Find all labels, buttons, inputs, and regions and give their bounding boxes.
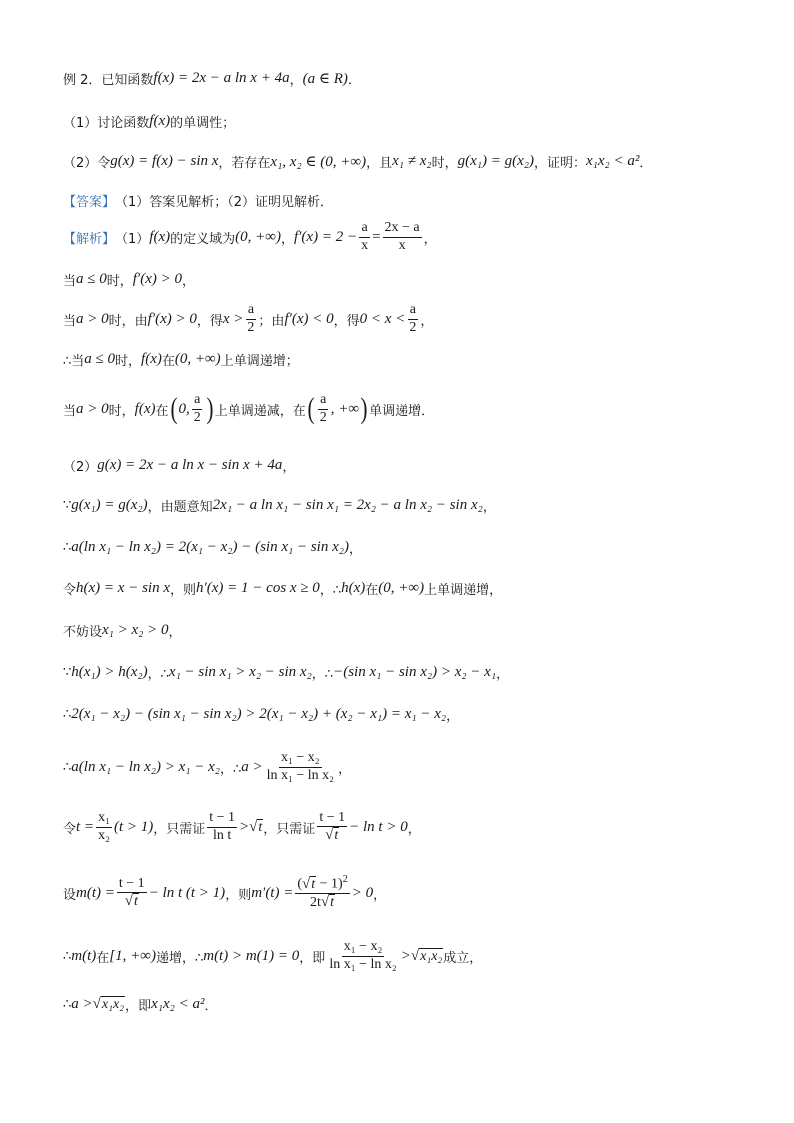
question-part-2: （2）令 g(x) = f(x) − sin x ，若存在 x₁, x₂ ∈ (0, +∞) ，且 x₁ ≠ x₂ 时， g(x₁) = g(x₂) ，证明： x₁x₂ < a² ． bbox=[63, 152, 653, 171]
fraction: ( √ t − 1)$^2$ 2t √ t bbox=[297, 874, 348, 911]
fraction: $\frac{a}{2}$ bbox=[319, 392, 327, 425]
answer-line: 【答案】 （1）答案见解析；（2）证明见解析． bbox=[63, 188, 764, 212]
fraction: t − 1 √ t bbox=[319, 809, 346, 843]
fraction: $\frac{\text{x₁}}{\text{x₂}}$ bbox=[98, 810, 110, 843]
function-definition: f(x) = 2x − a ln x + 4a bbox=[153, 69, 290, 86]
solution-line: 当 a ≤ 0 时， f′(x) > 0 ， bbox=[63, 270, 195, 289]
parameter-domain: (a ∈ R) bbox=[302, 70, 348, 87]
proof-goal: x₁x₂ < a² bbox=[585, 152, 640, 169]
solution-tag: 【解析】 bbox=[63, 231, 116, 247]
square-root: √ t bbox=[249, 818, 263, 835]
solution-line: ∵ g(x₁) = g(x₂) ，由题意知 2x₁ − a ln x₁ − sin x₁ = 2x₂ − a ln x₂ − sin x₂ ， bbox=[63, 496, 496, 515]
solution-line: 令 t = $\frac{\text{x₁}}{\text{x₂}}$ (t > 1) ，只需证 $\frac{t - 1}{\text{ln t}}$ > √ t ，只需证 t − 1 √ t − ln t > 0 ， bbox=[63, 809, 421, 843]
square-root: √ x₁x₂ bbox=[92, 995, 125, 1012]
solution-line: 【解析】 （1） f(x) 的定义域为 (0, +∞) ， f′(x) = 2 − $\frac{a}{x}$ = $\frac{2x - a}{x}$ ， bbox=[63, 220, 437, 253]
solution-line: 不妨设 x₁ > x₂ > 0 ， bbox=[63, 621, 182, 640]
square-root: √ x₁x₂ bbox=[410, 947, 443, 964]
solution-line: ∴ a(ln x₁ − ln x₂) > x₁ − x₂ ，∴ a > $\frac{\text{x₁ − x₂}}{\text{ln x₁ − ln x₂}}$ ， bbox=[63, 750, 352, 783]
problem-intro: 例 2．已知函数 bbox=[63, 72, 154, 88]
solution-line: 当 a > 0 时， f(x) 在 ( 0, $\frac{a}{2}$ ) 上单调递减，在 ( $\frac{a}{2}$ , +∞ ) 单调递增． bbox=[63, 392, 435, 425]
fraction: $\frac{a}{2}$ bbox=[247, 302, 255, 335]
fraction: $\frac{\text{x₁ − x₂}}{\text{ln x₁ − ln x₂}}$ bbox=[329, 939, 397, 972]
fraction: $\frac{a}{x}$ bbox=[361, 220, 369, 253]
problem-statement: 例 2．已知函数 f(x) = 2x − a ln x + 4a ， (a ∈ R) ． bbox=[63, 69, 361, 88]
solution-line: ∴ a(ln x₁ − ln x₂) = 2(x₁ − x₂) − (sin x₁ − sin x₂) ， bbox=[63, 538, 362, 557]
question-part-1: （1）讨论函数 f(x) 的单调性； bbox=[63, 112, 236, 131]
solution-line: 令 h(x) = x − sin x ，则 h′(x) = 1 − cos x ≥ 0 ，∴ h(x) 在 (0, +∞) 上单调递增， bbox=[63, 579, 503, 598]
fraction: $\frac{a}{2}$ bbox=[409, 302, 417, 335]
fraction: $\frac{t - 1}{\text{ln t}}$ bbox=[209, 810, 236, 843]
fraction: $\frac{a}{2}$ bbox=[193, 392, 201, 425]
solution-line: 设 m(t) = t − 1 √ t − ln t (t > 1) ，则 m′(t) = ( √ t − 1)$^2$ 2t √ t > 0 ， bbox=[63, 874, 387, 911]
solution-conclusion: ∴ a > √ x₁x₂ ，即 x₁x₂ < a² ． bbox=[63, 995, 218, 1014]
solution-line: ∴ m(t) 在 [1, +∞) 递增，∴ m(t) > m(1) = 0 ，即 $\frac{\text{x₁ − x₂}}{\text{ln x₁ − ln x₂}}$ > √ x₁x₂ 成立， bbox=[63, 939, 483, 972]
fraction: $\frac{\text{x₁ − x₂}}{\text{ln x₁ − ln x₂}}$ bbox=[266, 750, 335, 783]
answer-tag: 【答案】 bbox=[63, 194, 116, 210]
fraction: t − 1 √ t bbox=[118, 875, 145, 909]
solution-line: （2） g(x) = 2x − a ln x − sin x + 4a ， bbox=[63, 456, 296, 475]
solution-line: ∵ h(x₁) > h(x₂) ，∴ x₁ − sin x₁ > x₂ − sin x₂ ，∴ −(sin x₁ − sin x₂) > x₂ − x₁ ， bbox=[63, 663, 510, 682]
solution-line: ∴ 2(x₁ − x₂) − (sin x₁ − sin x₂) > 2(x₁ − x₂) + (x₂ − x₁) = x₁ − x₂ ， bbox=[63, 705, 460, 724]
solution-line: 当 a > 0 时，由 f′(x) > 0 ，得 x > $\frac{a}{2}$ ；由 f′(x) < 0 ，得 0 < x < $\frac{a}{2}$ ， bbox=[63, 302, 434, 335]
fraction: $\frac{2x - a}{x}$ bbox=[384, 220, 420, 253]
solution-line: ∴当 a ≤ 0 时， f(x) 在 (0, +∞) 上单调递增； bbox=[63, 350, 299, 369]
